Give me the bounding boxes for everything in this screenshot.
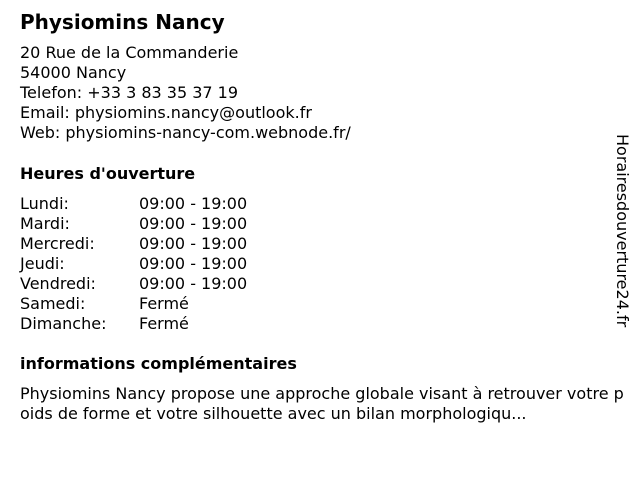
- hours-row-thursday: [20, 254, 247, 274]
- day-label: Samedi:: [20, 294, 86, 313]
- additional-info-heading: informations complémentaires: [20, 354, 297, 373]
- hours-row-wednesday: [20, 234, 247, 254]
- hours-row-monday: [20, 194, 247, 214]
- time-value: 09:00 - 19:00: [139, 214, 248, 233]
- hours-row-saturday: [20, 294, 247, 314]
- opening-hours-heading: Heures d'ouverture: [20, 164, 196, 183]
- phone-line[interactable]: Telefon: +33 3 83 35 37 19: [20, 83, 239, 102]
- site-watermark: Horairesdouverture24.fr: [613, 134, 632, 328]
- day-label: Mercredi:: [20, 234, 95, 253]
- opening-hours-table: [20, 194, 247, 334]
- street-address: 20 Rue de la Commanderie: [20, 43, 239, 62]
- city-line: 54000 Nancy: [20, 63, 127, 82]
- time-value: Fermé: [139, 294, 189, 313]
- time-value: 09:00 - 19:00: [139, 194, 248, 213]
- business-description: Physiomins Nancy propose une approche globale visant à retrouver votre poids de forme et votre silhouette avec un bilan morphologiqu...: [20, 384, 624, 423]
- website-line[interactable]: Web: physiomins-nancy-com.webnode.fr/: [20, 123, 351, 142]
- hours-row-sunday: [20, 314, 247, 334]
- business-name: Physiomins Nancy: [20, 10, 225, 34]
- day-label: Mardi:: [20, 214, 70, 233]
- hours-row-tuesday: [20, 214, 247, 234]
- day-label: Jeudi:: [20, 254, 65, 273]
- time-value: Fermé: [139, 314, 189, 333]
- day-label: Vendredi:: [20, 274, 96, 293]
- day-label: Lundi:: [20, 194, 69, 213]
- day-label: Dimanche:: [20, 314, 107, 333]
- email-line[interactable]: Email: physiomins.nancy@outlook.fr: [20, 103, 312, 122]
- time-value: 09:00 - 19:00: [139, 234, 248, 253]
- contact-block: [20, 43, 351, 143]
- time-value: 09:00 - 19:00: [139, 274, 248, 293]
- time-value: 09:00 - 19:00: [139, 254, 248, 273]
- hours-row-friday: [20, 274, 247, 294]
